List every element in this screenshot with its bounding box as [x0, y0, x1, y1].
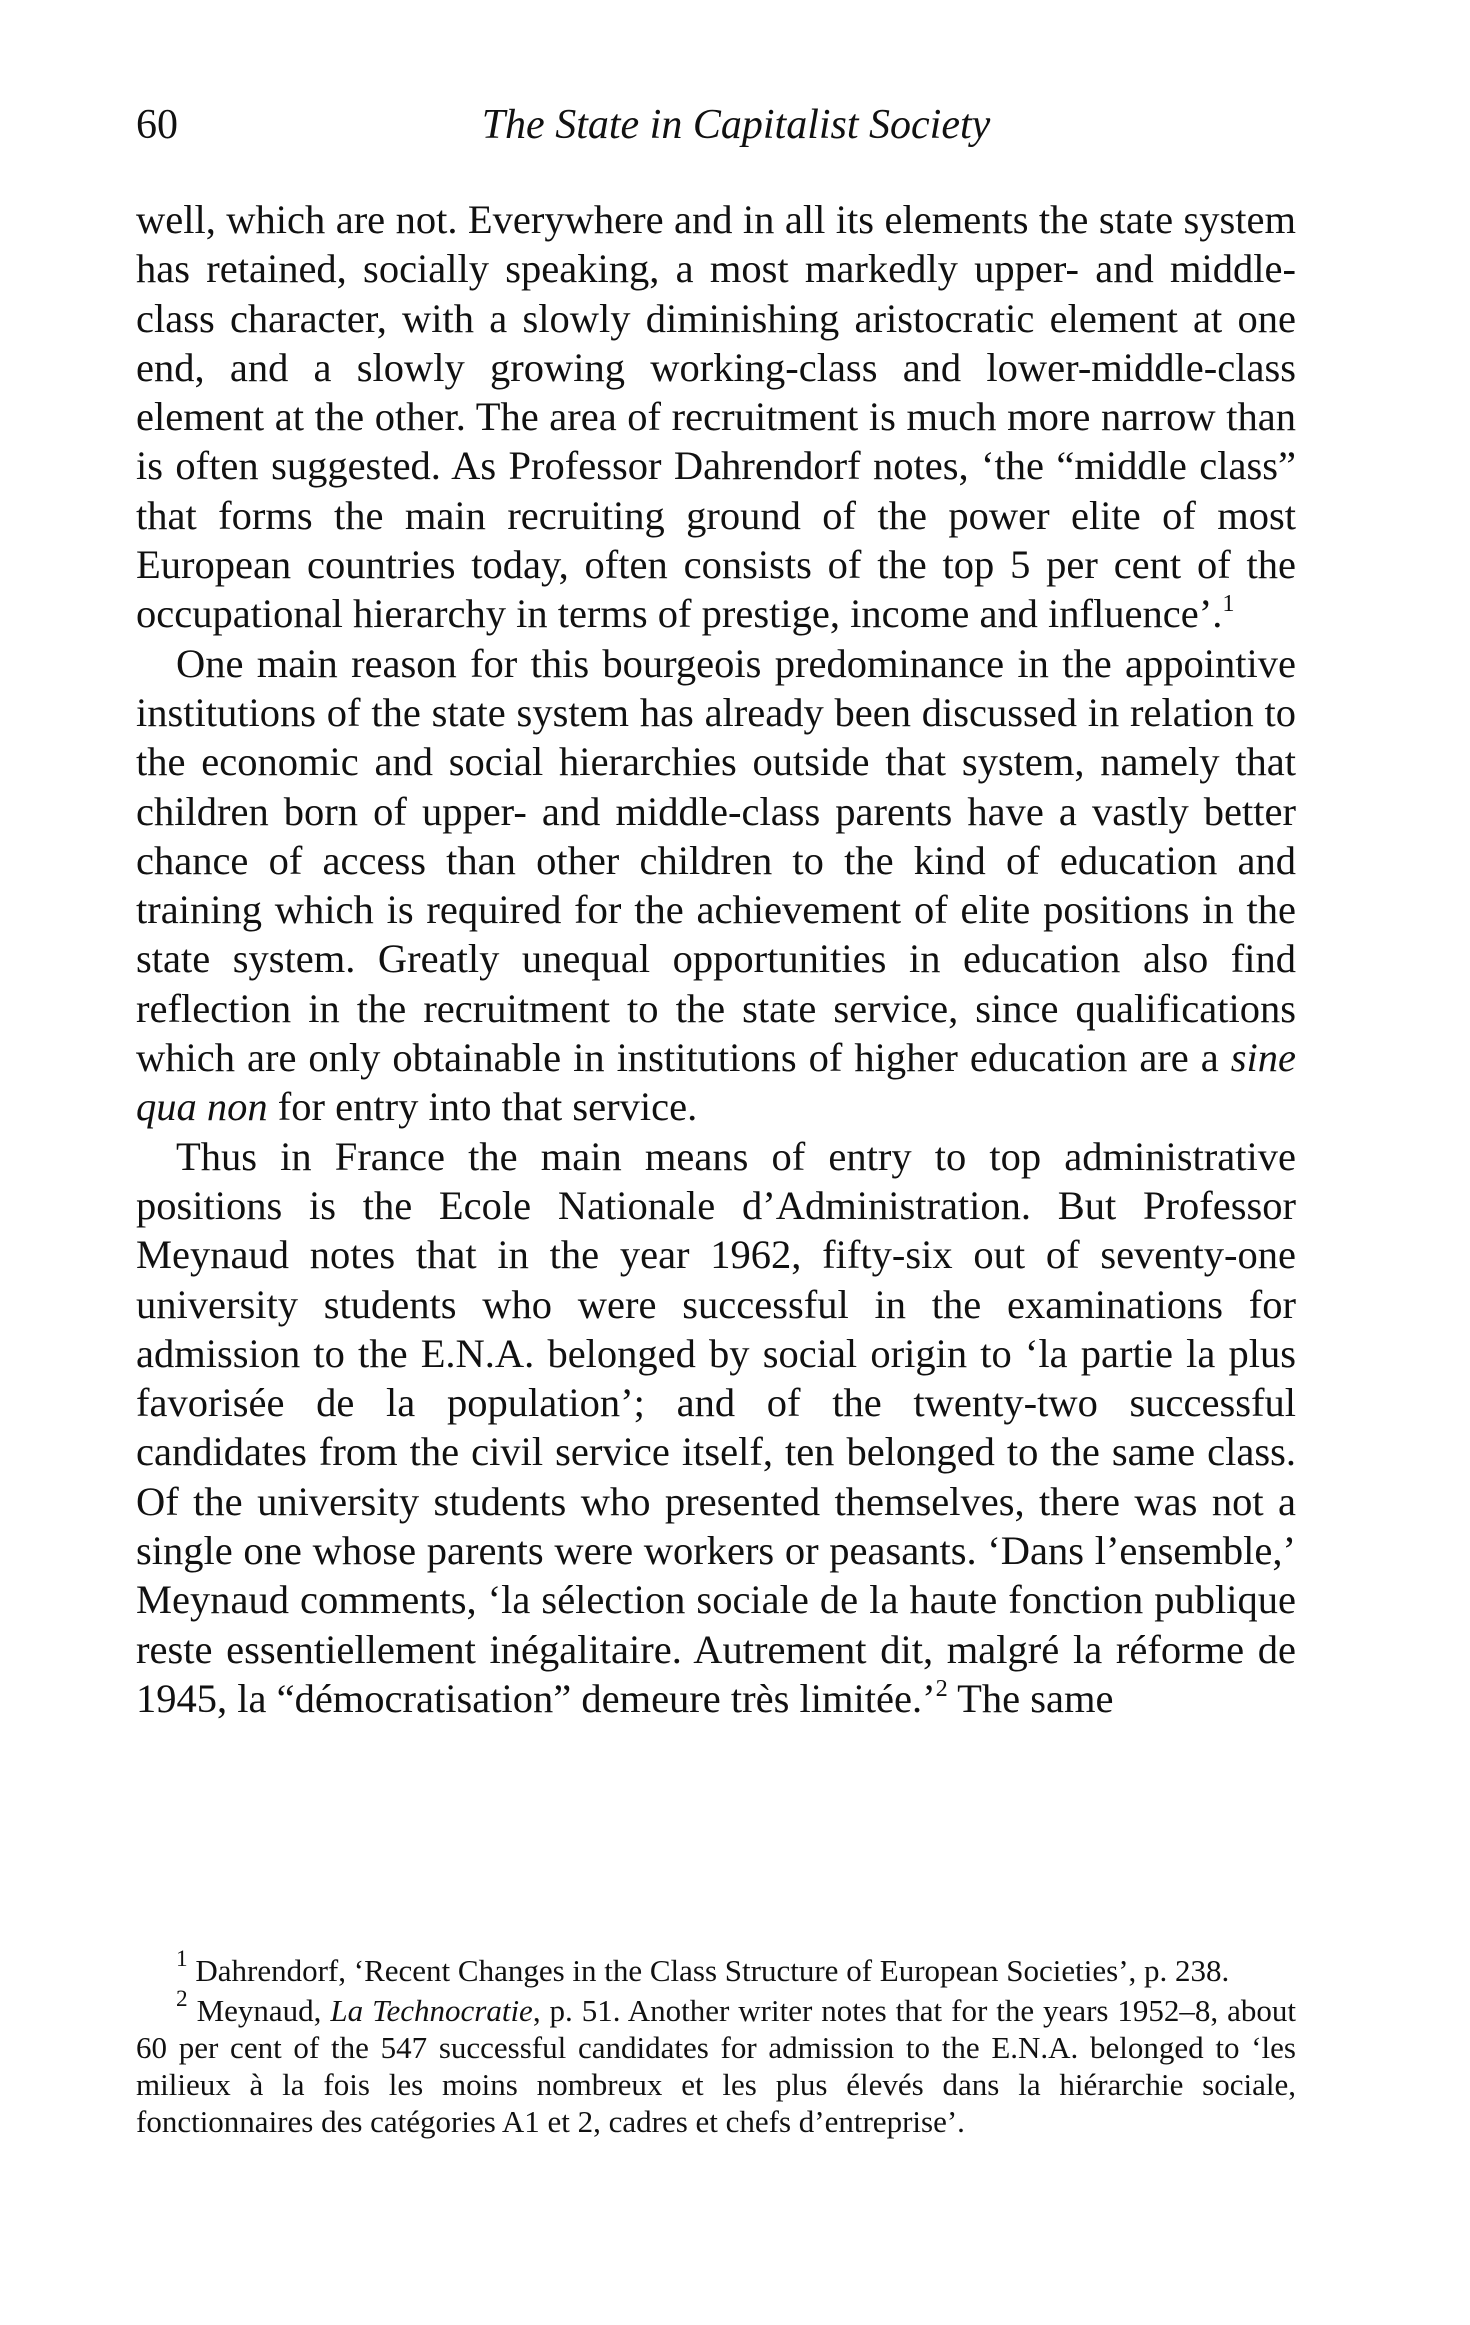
- paragraph: [136, 1132, 1296, 1724]
- page-header: [136, 100, 1296, 150]
- paragraph-text: One main reason for this bourgeois predominance in the appointive institutions of the state system has already been discussed in relation to the economic and social hierarchies outside that system, namely that children born of upper- and middle-class parents have a vastly better chance of access than other children to the kind of education and training which is required for the achievement of elite positions in the state system. Greatly unequal opportunities in education also find reflection in the recruitment to the state service, since qualifications which are only obtainable in institutions of higher education are a: [136, 640, 1296, 1081]
- body-text: [136, 195, 1296, 1723]
- footnotes: [136, 1945, 1297, 2140]
- footnote-text: Dahrendorf, ‘Recent Changes in the Class Structure of European Societies’, p. 238.: [187, 1953, 1230, 1988]
- running-title: The State in Capitalist Society: [481, 102, 991, 148]
- footnote-text: Meynaud,: [187, 1993, 331, 2028]
- footnote-marker: 2: [176, 1985, 188, 2012]
- footnote-marker: 1: [176, 1945, 188, 1972]
- footnote: [136, 1985, 1297, 2140]
- paragraph-text: Thus in France the main means of entry to top administrative positions is the Ecole Nationale d’Administration. But Professor Meynaud notes that in the year 1962, fifty-six out of seventy-one university students who were successful in the examinations for admission to the E.N.A. belonged by social origin to ‘la partie la plus favorisée de la population’; and of the twenty-two successful candidates from the civil service itself, ten belonged to the same class. Of the university students who presented themselves, there was not a single one whose parents were workers or peasants. ‘Dans l’ensemble,’ Meynaud comments, ‘la sélection sociale de la haute fonction publique reste essentiellement inégalitaire. Autrement dit, malgré la réforme de 1945, la “démocratisation” demeure très limitée.’: [136, 1133, 1296, 1721]
- paragraph-text: well, which are not. Everywhere and in all its elements the state system has retained, socially speaking, a most markedly upper- and middle-class character, with a slowly diminishing aristocratic element at one end, and a slowly growing working-class and lower-middle-class element at the other. The area of recruitment is much more narrow than is often suggested. As Professor Dahrendorf notes, ‘the “middle class” that forms the main recruiting ground of the power elite of most European countries today, often consists of the top 5 per cent of the occupational hierarchy in terms of prestige, income and influence’.: [136, 197, 1296, 637]
- footnote-reference: 2: [935, 1675, 948, 1703]
- footnote: [136, 1945, 1296, 1989]
- italic-title: La Technocratie: [330, 1993, 533, 2028]
- paragraph-text: for entry into that service.: [267, 1084, 698, 1130]
- paragraph-text: The same: [947, 1675, 1114, 1721]
- paragraph: [136, 639, 1296, 1132]
- paragraph: [136, 195, 1296, 639]
- footnote-text: , p. 51. Another writer notes that for the years 1952–8, about 60 per cent of the 547 successful candidates for admission to the E.N.A. belonged to ‘les milieux à la fois les moins nombreux et les plus élevés dans la hiérarchie sociale, fonctionnaires des catégories A1 et 2, cadres et chefs d’entreprise’.: [136, 1993, 1297, 2139]
- footnote-reference: 1: [1222, 590, 1235, 618]
- italic-phrase: sine qua non: [136, 1035, 1296, 1130]
- page-number: 60: [136, 102, 178, 148]
